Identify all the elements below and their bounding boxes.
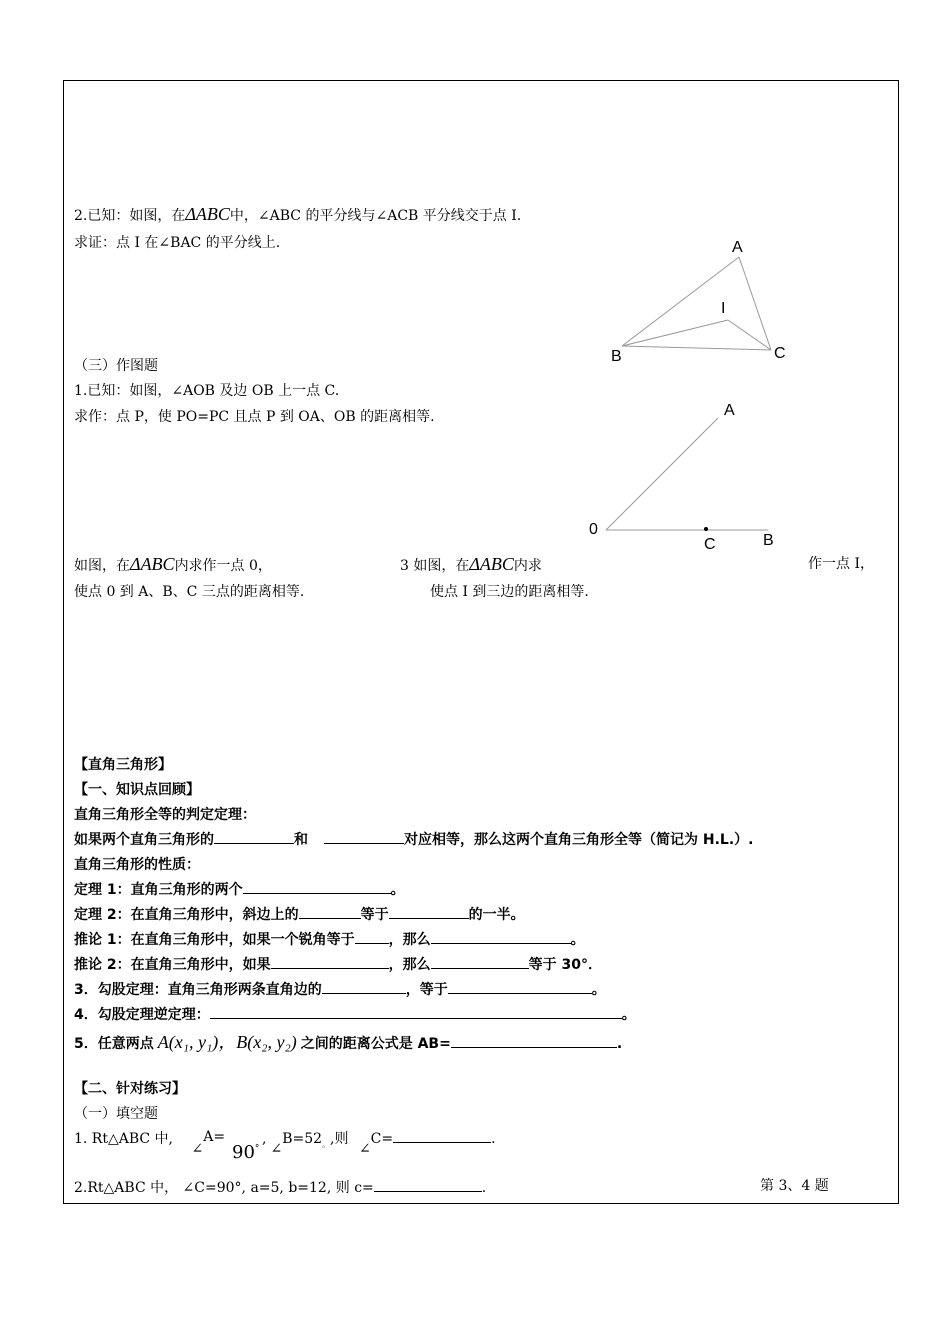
fig2-label-b: B xyxy=(763,532,774,549)
fig1-label-i: I xyxy=(721,300,726,317)
fig1-label-b: B xyxy=(611,348,622,365)
sec2-title: 【二、针对练习】 xyxy=(74,1081,186,1097)
fig2-label-c: C xyxy=(704,536,716,553)
section3-q1-given: 1.已知：如图，∠AOB 及边 OB 上一点 C. xyxy=(74,383,340,399)
fig2-label-o: 0 xyxy=(589,521,598,538)
rt-section1: 【一、知识点回顾】 xyxy=(74,782,200,798)
section3-title: （三）作图题 xyxy=(74,358,158,374)
rt-pythagoras: 3．勾股定理：直角三角形两条直角边的 ，等于 。 xyxy=(74,982,606,998)
rt-title: 【直角三角形】 xyxy=(74,757,172,773)
rt-corollary1: 推论 1：在直角三角形中，如果一个锐角等于 ，那么 。 xyxy=(74,932,585,948)
figure-triangle-abc-incenter xyxy=(622,257,771,350)
q2-given: 2.已知：如图，在ΔABC中，∠ABC 的平分线与∠ACB 平分线交于点 I. xyxy=(74,204,522,224)
fig2-label-a: A xyxy=(724,402,735,419)
figure-angle-aob xyxy=(606,418,768,531)
q3c-line2: 使点 I 到三边的距离相等. xyxy=(430,584,589,600)
rt-distance: 5．任意两点 A(x₁, y₁)，B(x₂, y₂) 之间的距离公式是 AB= . xyxy=(74,1032,623,1052)
fig1-label-c: C xyxy=(774,345,786,362)
exercise-note: 第 3、4 题 xyxy=(760,1178,829,1194)
rt-props: 直角三角形的性质： xyxy=(74,857,200,873)
exercise-1-90: 90° xyxy=(232,1142,260,1163)
rt-corollary2: 推论 2：在直角三角形中，如果 ，那么 等于 30°． xyxy=(74,957,602,973)
exercise-2: 2.Rt△ABC 中， ∠C=90°, a=5, b=12, 则 c= . xyxy=(74,1180,487,1196)
q2c-left-line2: 使点 0 到 A、B、C 三点的距离相等. xyxy=(74,584,305,600)
sec2-sub: （一）填空题 xyxy=(74,1106,158,1122)
exercise-1-b: $,\angle B=52_。$,则 ∠C= . xyxy=(262,1131,496,1157)
rt-pythagoras-converse: 4．勾股定理逆定理： 。 xyxy=(74,1007,636,1023)
q2c-left: 如图，在ΔABC内求作一点 0， xyxy=(74,554,272,574)
section3-q1-make: 求作：点 P，使 PO=PC 且点 P 到 OA、OB 的距离相等. xyxy=(74,409,435,425)
q3c-mid: 3 如图，在ΔABC内求 xyxy=(400,554,542,574)
rt-hl: 如果两个直角三角形的 和 对应相等，那么这两个直角三角形全等（简记为 H.L.）. xyxy=(74,832,754,848)
triangle-abc: ΔABC xyxy=(185,204,230,224)
exercise-1: 1. Rt△ABC 中, ∠A= xyxy=(74,1129,226,1157)
fig1-label-a: A xyxy=(732,239,743,256)
rt-theorem1: 定理 1：直角三角形的两个 。 xyxy=(74,882,405,898)
q3c-right: 作一点 I， xyxy=(808,556,874,572)
rt-theorem2: 定理 2：在直角三角形中，斜边上的 等于 的一半。 xyxy=(74,907,525,923)
q2-prove: 求证：点 I 在∠BAC 的平分线上. xyxy=(74,235,281,251)
rt-congruence-title: 直角三角形全等的判定定理： xyxy=(74,807,256,823)
